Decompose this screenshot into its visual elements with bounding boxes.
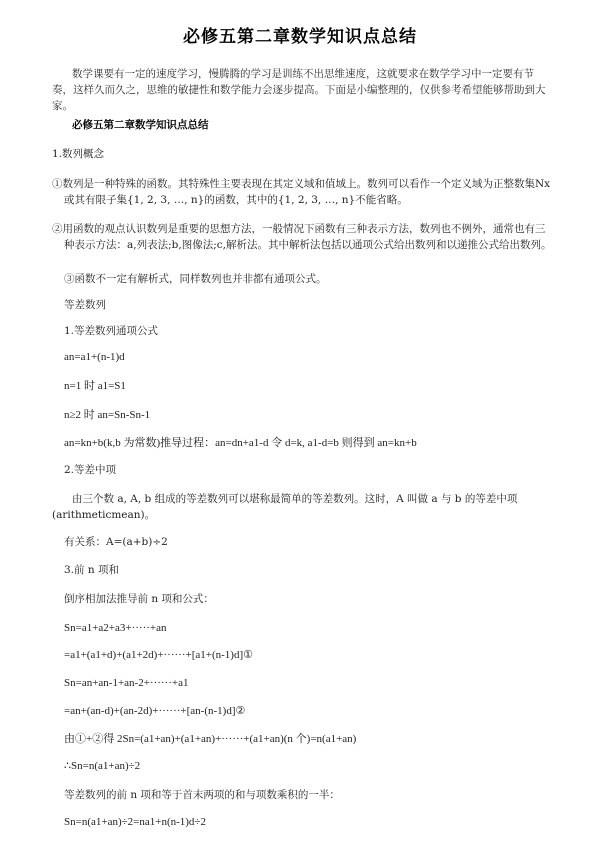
concept-point-3: ③函数不一定有解析式，同样数列也并非都有通项公式。 <box>64 273 327 285</box>
sum-final-formula: Sn=n(a1+an)÷2=na1+n(n-1)d÷2 <box>64 816 206 828</box>
arithmetic-mean-formula: 有关系：A=(a+b)÷2 <box>64 536 168 548</box>
sum-result: ∴Sn=n(a1+an)÷2 <box>64 760 141 772</box>
intro-paragraph: 数学课要有一定的速度学习，慢腾腾的学习是训练不出思维速度，这就要求在数学学习中一定要有节奏，这样久而久之，思维的敏捷性和数学能力会逐步提高。下面是小编整理的，仅供参考希望能够帮助到大家。 <box>52 68 546 112</box>
item-concept-heading: 1.数列概念 <box>52 148 105 160</box>
formula-n-equals-1: n=1 时 a1=S1 <box>64 380 126 392</box>
formula-n-ge-2: n≥2 时 an=Sn-Sn-1 <box>64 409 151 421</box>
arithmetic-mean-heading: 2.等差中项 <box>64 464 117 476</box>
general-term-heading: 1.等差数列通项公式 <box>64 325 159 337</box>
concept-point-2: ②用函数的观点认识数列是重要的思想方法，一般情况下函数有三种表示方法，数列也不例外，通常也有三种表示方法：a,列表法;b,图像法;c,解析法。其中解析法包括以通项公式给出数列和以递推公式给出数列。 <box>52 223 552 251</box>
formula-general-term: an=a1+(n-1)d <box>64 351 125 363</box>
sum-description: 等差数列的前 n 项和等于首末两项的和与项数乘积的一半： <box>64 789 340 801</box>
arithmetic-sequence-heading: 等差数列 <box>64 299 106 311</box>
document-title: 必修五第二章数学知识点总结 <box>183 27 417 47</box>
reverse-add-method: 倒序相加法推导前 n 项和公式： <box>64 593 214 605</box>
sum-forward: Sn=a1+a2+a3+·····+an <box>64 622 167 634</box>
section-heading: 必修五第二章数学知识点总结 <box>72 119 209 131</box>
formula-linear-form: an=kn+b(k,b 为常数)推导过程：an=dn+a1-d 令 d=k, a1-d=b 则得到 an=kn+b <box>64 437 417 449</box>
partial-sum-heading: 3.前 n 项和 <box>64 564 119 576</box>
sum-backward-expanded: =an+(an-d)+(an-2d)+······+[an-(n-1)d]② <box>64 705 246 717</box>
sum-combined: 由①+②得 2Sn=(a1+an)+(a1+an)+······+(a1+an)(n 个)=n(a1+an) <box>64 733 357 745</box>
concept-point-1: ①数列是一种特殊的函数。其特殊性主要表现在其定义域和值域上。数列可以看作一个定义域为正整数集Nx或其有限子集{1, 2, 3, …, n}的函数，其中的{1, 2, 3, …, n}不能省略。 <box>52 178 551 206</box>
sum-forward-expanded: =a1+(a1+d)+(a1+2d)+······+[a1+(n-1)d]① <box>64 649 253 661</box>
arithmetic-mean-text: 由三个数 a, A, b 组成的等差数列可以堪称最简单的等差数列。这时，A 叫做 a 与 b 的等差中项(arithmeticmean)。 <box>52 493 518 521</box>
sum-backward: Sn=an+an-1+an-2+······+a1 <box>64 677 189 689</box>
